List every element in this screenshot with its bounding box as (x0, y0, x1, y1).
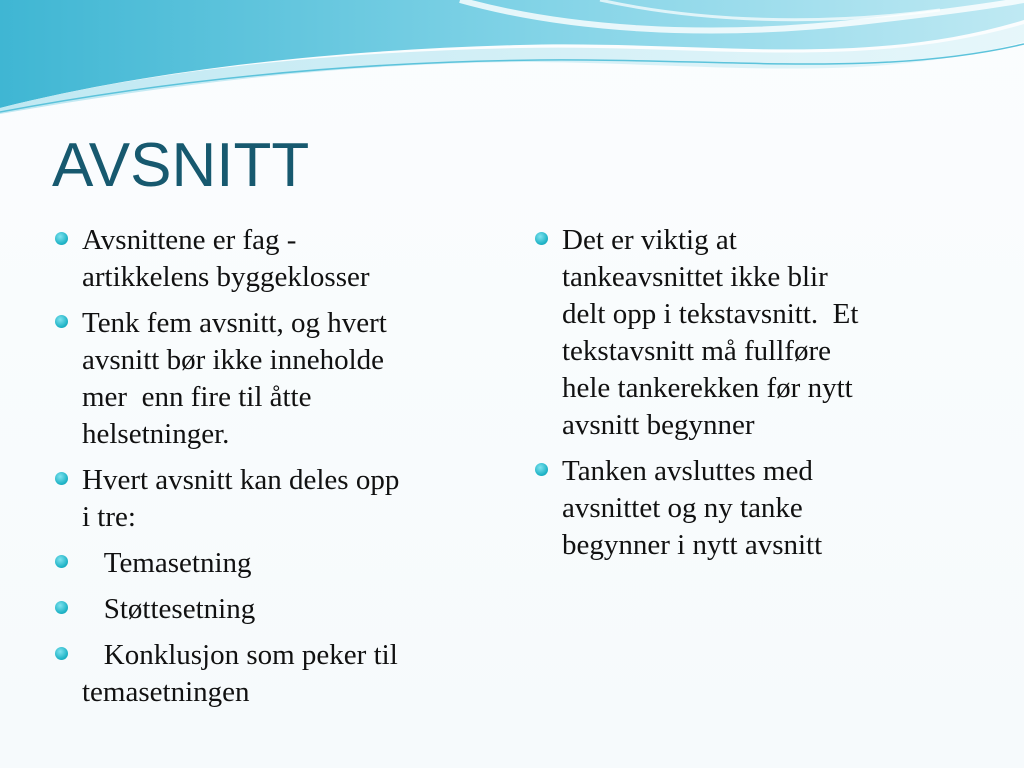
bullet-dot-icon (535, 232, 548, 245)
bullet-item (52, 545, 492, 582)
bullet-dot-icon (535, 463, 548, 476)
bullet-text: Avsnittene er fag - artikkelens byggeklosser (82, 224, 370, 293)
bullet-item (532, 222, 952, 444)
slide-title: AVSNITT (52, 131, 310, 200)
header-wave-decoration (0, 0, 1024, 130)
bullet-dot-icon (55, 601, 68, 614)
bullet-dot-icon (55, 472, 68, 485)
bullet-item (52, 222, 492, 296)
bullet-text: Hvert avsnitt kan deles opp i tre: (82, 464, 400, 533)
bullet-text: Konklusjon som peker til temasetningen (82, 639, 398, 708)
bullet-text: Tanken avsluttes med avsnittet og ny tanke begynner i nytt avsnitt (562, 455, 823, 561)
bullet-text: Det er viktig at tankeavsnittet ikke blir delt opp i tekstavsnitt. Et tekstavsnitt må fullføre hele tankerekken før nytt avsnitt begynner (562, 224, 859, 441)
bullet-dot-icon (55, 315, 68, 328)
bullet-item (532, 453, 952, 564)
bullet-text: Støttesetning (82, 593, 256, 625)
bullet-item (52, 591, 492, 628)
bullet-dot-icon (55, 647, 68, 660)
bullet-dot-icon (55, 555, 68, 568)
bullet-text: Tenk fem avsnitt, og hvert avsnitt bør ikke inneholde mer enn fire til åtte helsetninger. (82, 307, 387, 450)
bullet-dot-icon (55, 232, 68, 245)
bullet-text: Temasetning (82, 547, 252, 579)
right-bullet-list (532, 222, 952, 573)
bullet-item (52, 305, 492, 453)
bullet-item (52, 462, 492, 536)
left-bullet-list (52, 222, 492, 720)
bullet-item (52, 637, 492, 711)
